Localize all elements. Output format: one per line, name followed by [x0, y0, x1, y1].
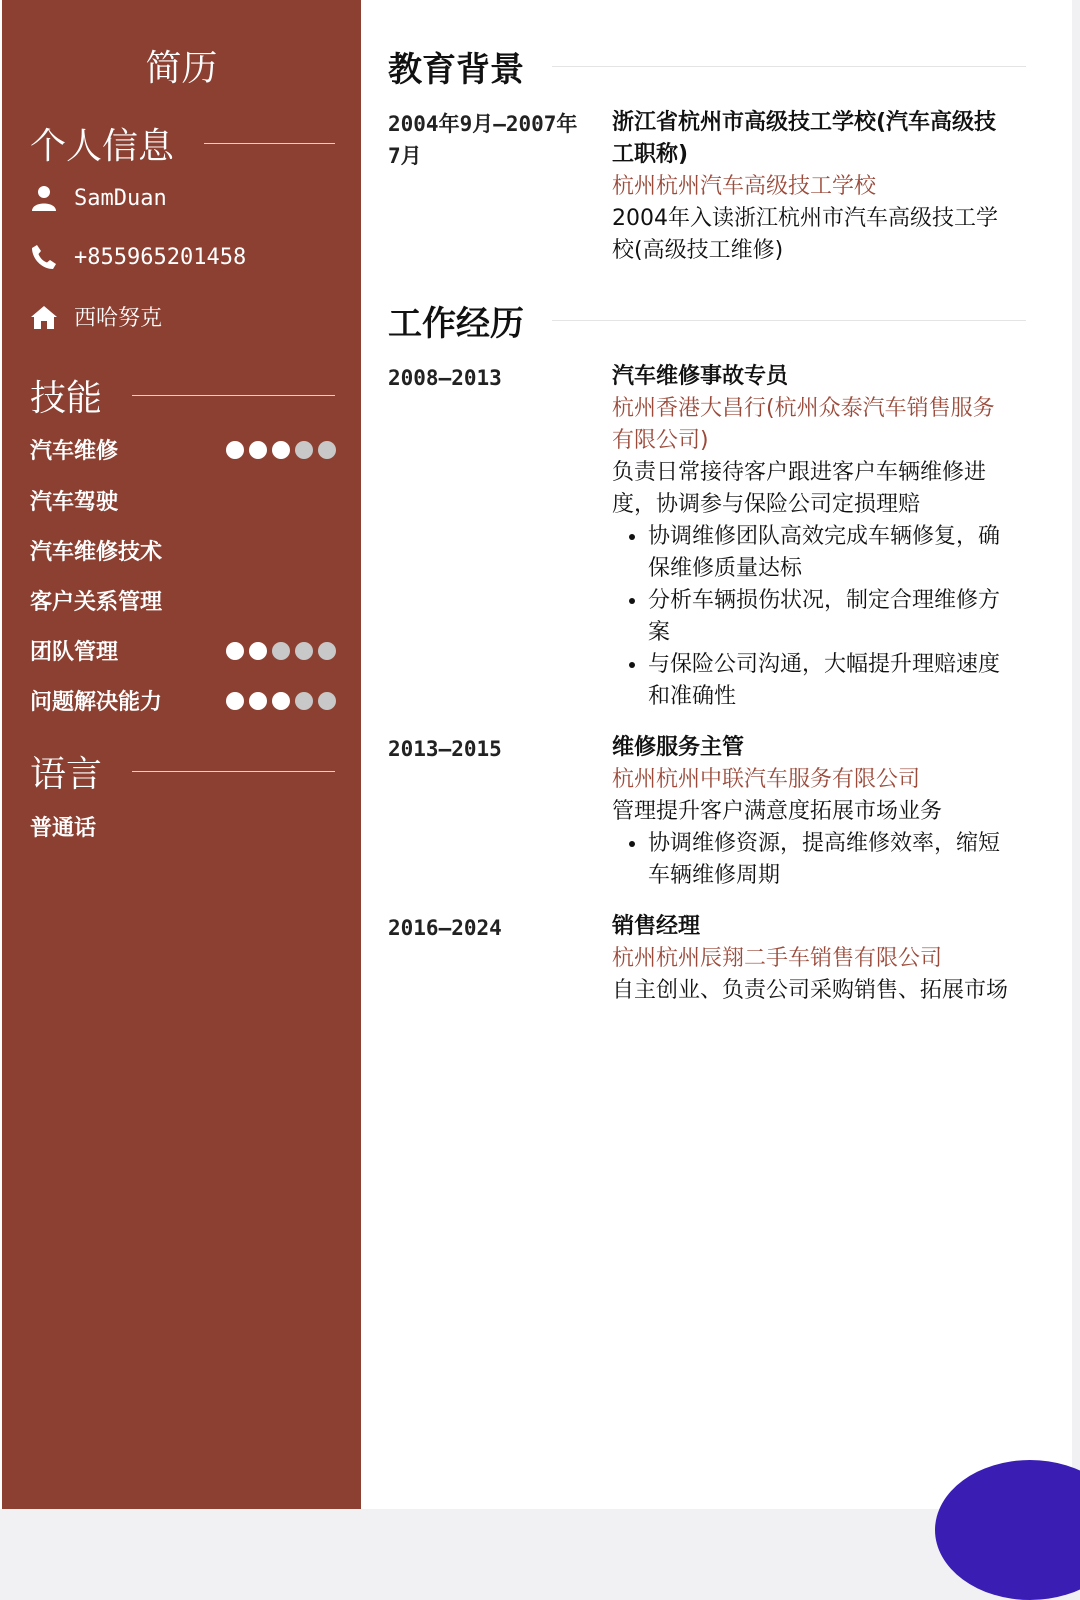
work-entry [612, 911, 1012, 1007]
work-entry [612, 361, 1012, 713]
bullet-item: • 协调维修团队高效完成车辆修复，确保维修质量达标 [648, 521, 1012, 585]
skills-heading: 技能 [30, 370, 335, 421]
skill-level [226, 642, 336, 660]
skill-item: 汽车维修技术 [30, 540, 163, 565]
entry-desc: 自主创业、负责公司采购销售、拓展市场 [612, 978, 1009, 1003]
bullet-item: • 协调维修资源，提高维修效率，缩短车辆维修周期 [648, 828, 1012, 892]
skill-item: 团队管理 [30, 635, 336, 666]
entry-org: 杭州杭州汽车高级技工学校 [612, 174, 877, 199]
skill-item: 汽车维修 [30, 434, 336, 465]
entry-bullets [612, 828, 1012, 892]
bullet-item: • 分析车辆损伤状况，制定合理维修方案 [648, 585, 1012, 649]
skill-item: 客户关系管理 [30, 590, 163, 615]
education-date: 2004年9月–2007年7月 [388, 112, 578, 168]
education-heading: 教育背景 [388, 42, 1026, 91]
entry-title: 浙江省杭州市高级技工学校(汽车高级技工职称) [612, 110, 997, 167]
entry-title: 维修服务主管 [612, 735, 745, 760]
info-name: SamDuan [30, 184, 167, 212]
work-entry [612, 732, 1012, 892]
user-icon [30, 184, 58, 212]
divider [552, 66, 1026, 67]
entry-org: 杭州杭州中联汽车服务有限公司 [612, 767, 921, 792]
skill-item: 汽车驾驶 [30, 490, 119, 515]
info-phone[interactable]: +855965201458 [30, 243, 246, 271]
work-date: 2013–2015 [388, 737, 502, 761]
entry-desc: 管理提升客户满意度拓展市场业务 [612, 799, 943, 824]
work-date: 2008–2013 [388, 366, 502, 390]
entry-desc: 负责日常接待客户跟进客户车辆维修进度，协调参与保险公司定损理赔 [612, 460, 987, 517]
work-date: 2016–2024 [388, 916, 502, 940]
entry-title: 汽车维修事故专员 [612, 364, 789, 389]
entry-bullets [612, 521, 1012, 713]
personal-info-heading: 个人信息 [30, 118, 335, 169]
home-icon [30, 303, 58, 331]
entry-org: 杭州香港大昌行(杭州众泰汽车销售服务有限公司) [612, 396, 995, 453]
language-item: 普通话 [30, 816, 97, 841]
resume-title: 简历 [145, 48, 218, 89]
divider [132, 771, 335, 772]
entry-desc: 2004年入读浙江杭州市汽车高级技工学校(高级技工维修) [612, 206, 998, 263]
skill-level [226, 692, 336, 710]
languages-heading: 语言 [30, 746, 335, 797]
divider [552, 320, 1026, 321]
skill-level [226, 441, 336, 459]
info-location: 西哈努克 [30, 301, 162, 332]
divider [204, 143, 335, 144]
education-entry [612, 107, 1012, 267]
sidebar [2, 0, 361, 1509]
work-heading: 工作经历 [388, 296, 1026, 345]
entry-org: 杭州杭州辰翔二手车销售有限公司 [612, 946, 943, 971]
phone-icon [30, 243, 58, 271]
skill-item: 问题解决能力 [30, 685, 336, 716]
bullet-item: • 与保险公司沟通，大幅提升理赔速度和准确性 [648, 649, 1012, 713]
entry-title: 销售经理 [612, 914, 701, 939]
divider [132, 395, 335, 396]
